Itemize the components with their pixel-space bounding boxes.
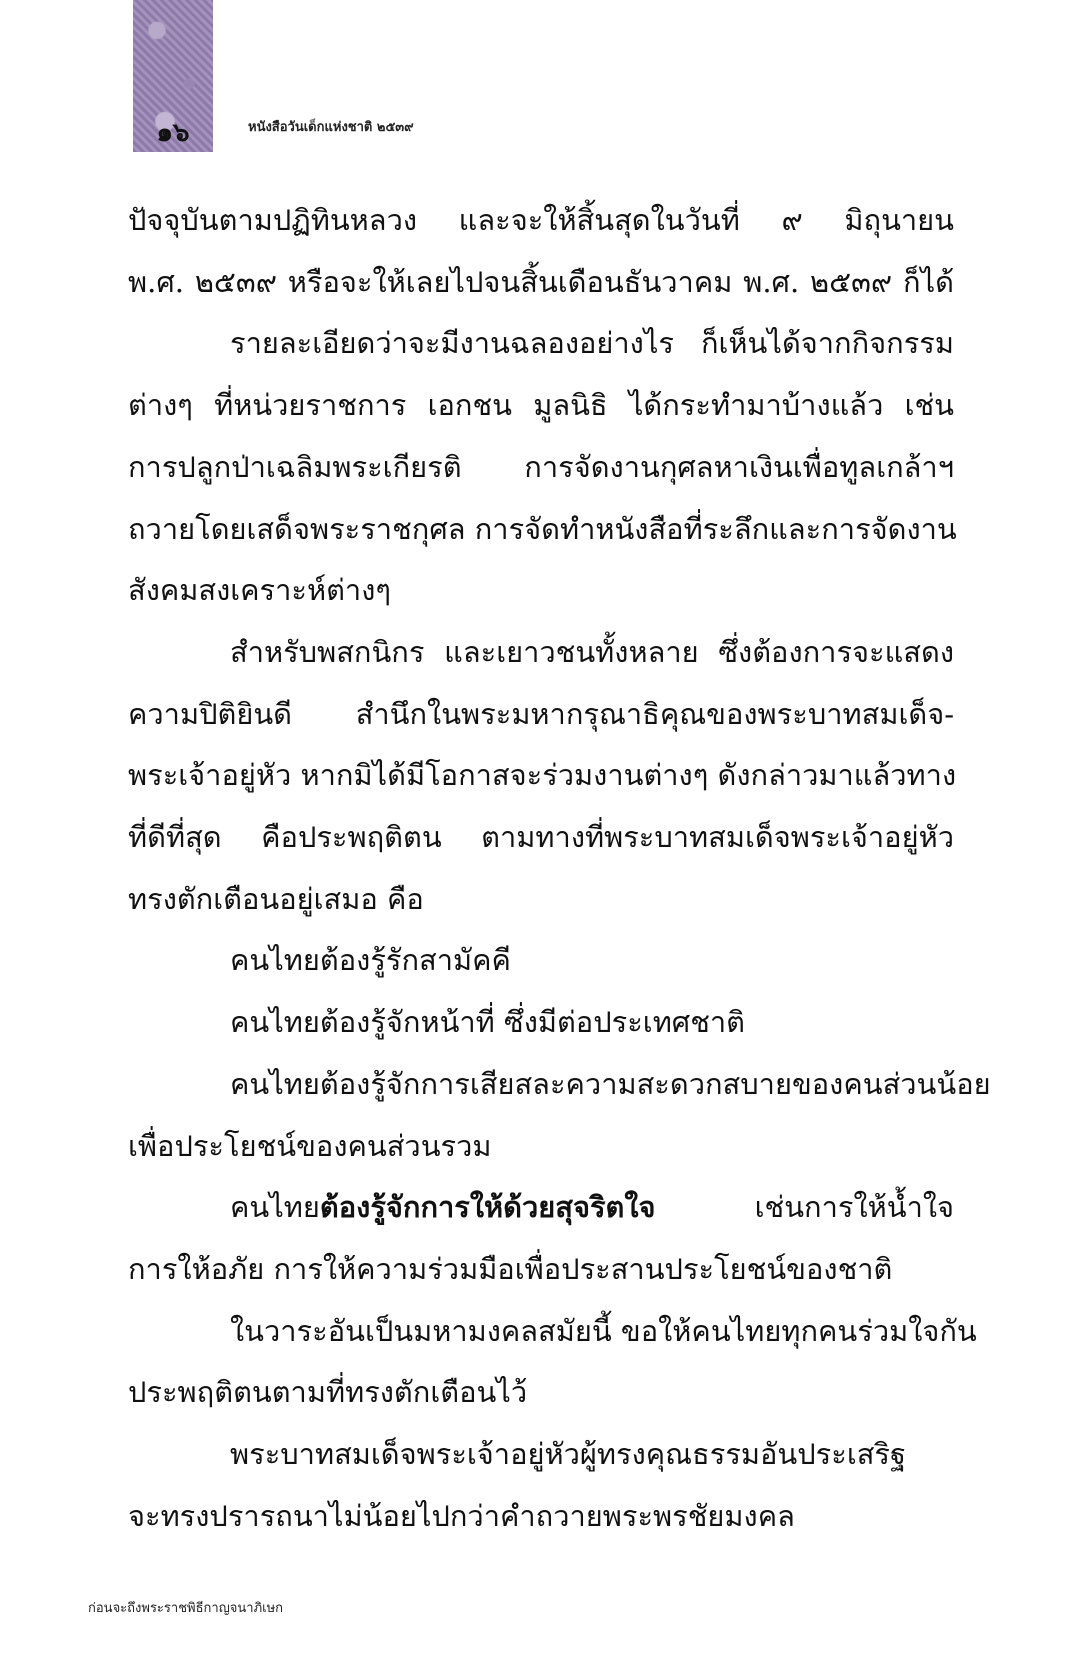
- list-item: คนไทยต้องรู้จักการเสียสละความสะดวกสบายของคนส่วนน้อย: [230, 1066, 991, 1101]
- paragraph-line: ประพฤติตนตามที่ทรงตักเตือนไว้: [128, 1375, 528, 1410]
- emphasized-phrase: ต้องรู้จักการให้ด้วยสุจริตใจ: [319, 1190, 656, 1225]
- list-item: คนไทยต้องรู้จักหน้าที่ ซึ่งมีต่อประเทศชาติ: [230, 1005, 746, 1040]
- paragraph-line: ที่ดีที่สุด คือประพฤติตน ตามทางที่พระบาทสมเด็จพระเจ้าอยู่หัว: [128, 820, 954, 855]
- paragraph-line: ในวาระอันเป็นมหามงคลสมัยนี้ ขอให้คนไทยทุกคนร่วมใจกัน: [230, 1313, 977, 1348]
- list-item: [128, 1177, 954, 1239]
- paragraph-line: สำหรับพสกนิกร และเยาวชนทั้งหลาย ซึ่งต้องการจะแสดง: [230, 634, 954, 669]
- paragraph-line: ปัจจุบันตามปฏิทินหลวง และจะให้สิ้นสุดในวันที่ ๙ มิถุนายน: [128, 203, 954, 237]
- paragraph-line: พระเจ้าอยู่หัว หากมิได้มีโอกาสจะร่วมงานต่างๆ ดังกล่าวมาแล้วทาง: [128, 758, 957, 793]
- footer-title: ก่อนจะถึงพระราชพิธีกาญจนาภิเษก: [88, 1601, 284, 1616]
- page-number: ๑๖: [156, 118, 190, 148]
- paragraph-line: ความปิติยินดี สำนึกในพระมหากรุณาธิคุณของพระบาทสมเด็จ-: [128, 696, 954, 731]
- paragraph-line: ต่างๆ ที่หน่วยราชการ เอกชน มูลนิธิ ได้กระทำมาบ้างแล้ว เช่น: [128, 388, 954, 423]
- paragraph-line: พ.ศ. ๒๕๓๙ หรือจะให้เลยไปจนสิ้นเดือนธันวาคม พ.ศ. ๒๕๓๙ ก็ได้: [128, 264, 954, 299]
- paragraph-line: จะทรงปรารถนาไม่น้อยไปกว่าคำถวายพระพรชัยมงคล: [128, 1498, 795, 1533]
- running-title: หนังสือวันเด็กแห่งชาติ ๒๕๓๙: [248, 120, 414, 135]
- paragraph-line: การปลูกป่าเฉลิมพระเกียรติ การจัดงานกุศลหาเงินเพื่อทูลเกล้าฯ: [128, 449, 954, 484]
- list-item-continuation: เพื่อประโยชน์ของคนส่วนรวม: [128, 1128, 492, 1163]
- paragraph-line: ถวายโดยเสด็จพระราชกุศล การจัดทำหนังสือที่ระลึกและการจัดงาน: [128, 511, 957, 546]
- paragraph-line: สังคมสงเคราะห์ต่างๆ: [128, 573, 391, 608]
- paragraph-line: รายละเอียดว่าจะมีงานฉลองอย่างไร ก็เห็นได้จากกิจกรรม: [230, 326, 954, 361]
- body-text: [128, 190, 991, 1547]
- item-lead: คนไทย: [230, 1190, 320, 1225]
- paragraph-line: ทรงตักเตือนอยู่เสมอ คือ: [128, 881, 424, 916]
- list-item-continuation: การให้อภัย การให้ความร่วมมือเพื่อประสานประโยชน์ของชาติ: [128, 1251, 893, 1286]
- item-rest: เช่นการให้น้ำใจ: [655, 1190, 954, 1225]
- list-item: คนไทยต้องรู้รักสามัคคี: [230, 943, 511, 978]
- paragraph-line: พระบาทสมเด็จพระเจ้าอยู่หัวผู้ทรงคุณธรรมอันประเสริฐ: [230, 1437, 907, 1472]
